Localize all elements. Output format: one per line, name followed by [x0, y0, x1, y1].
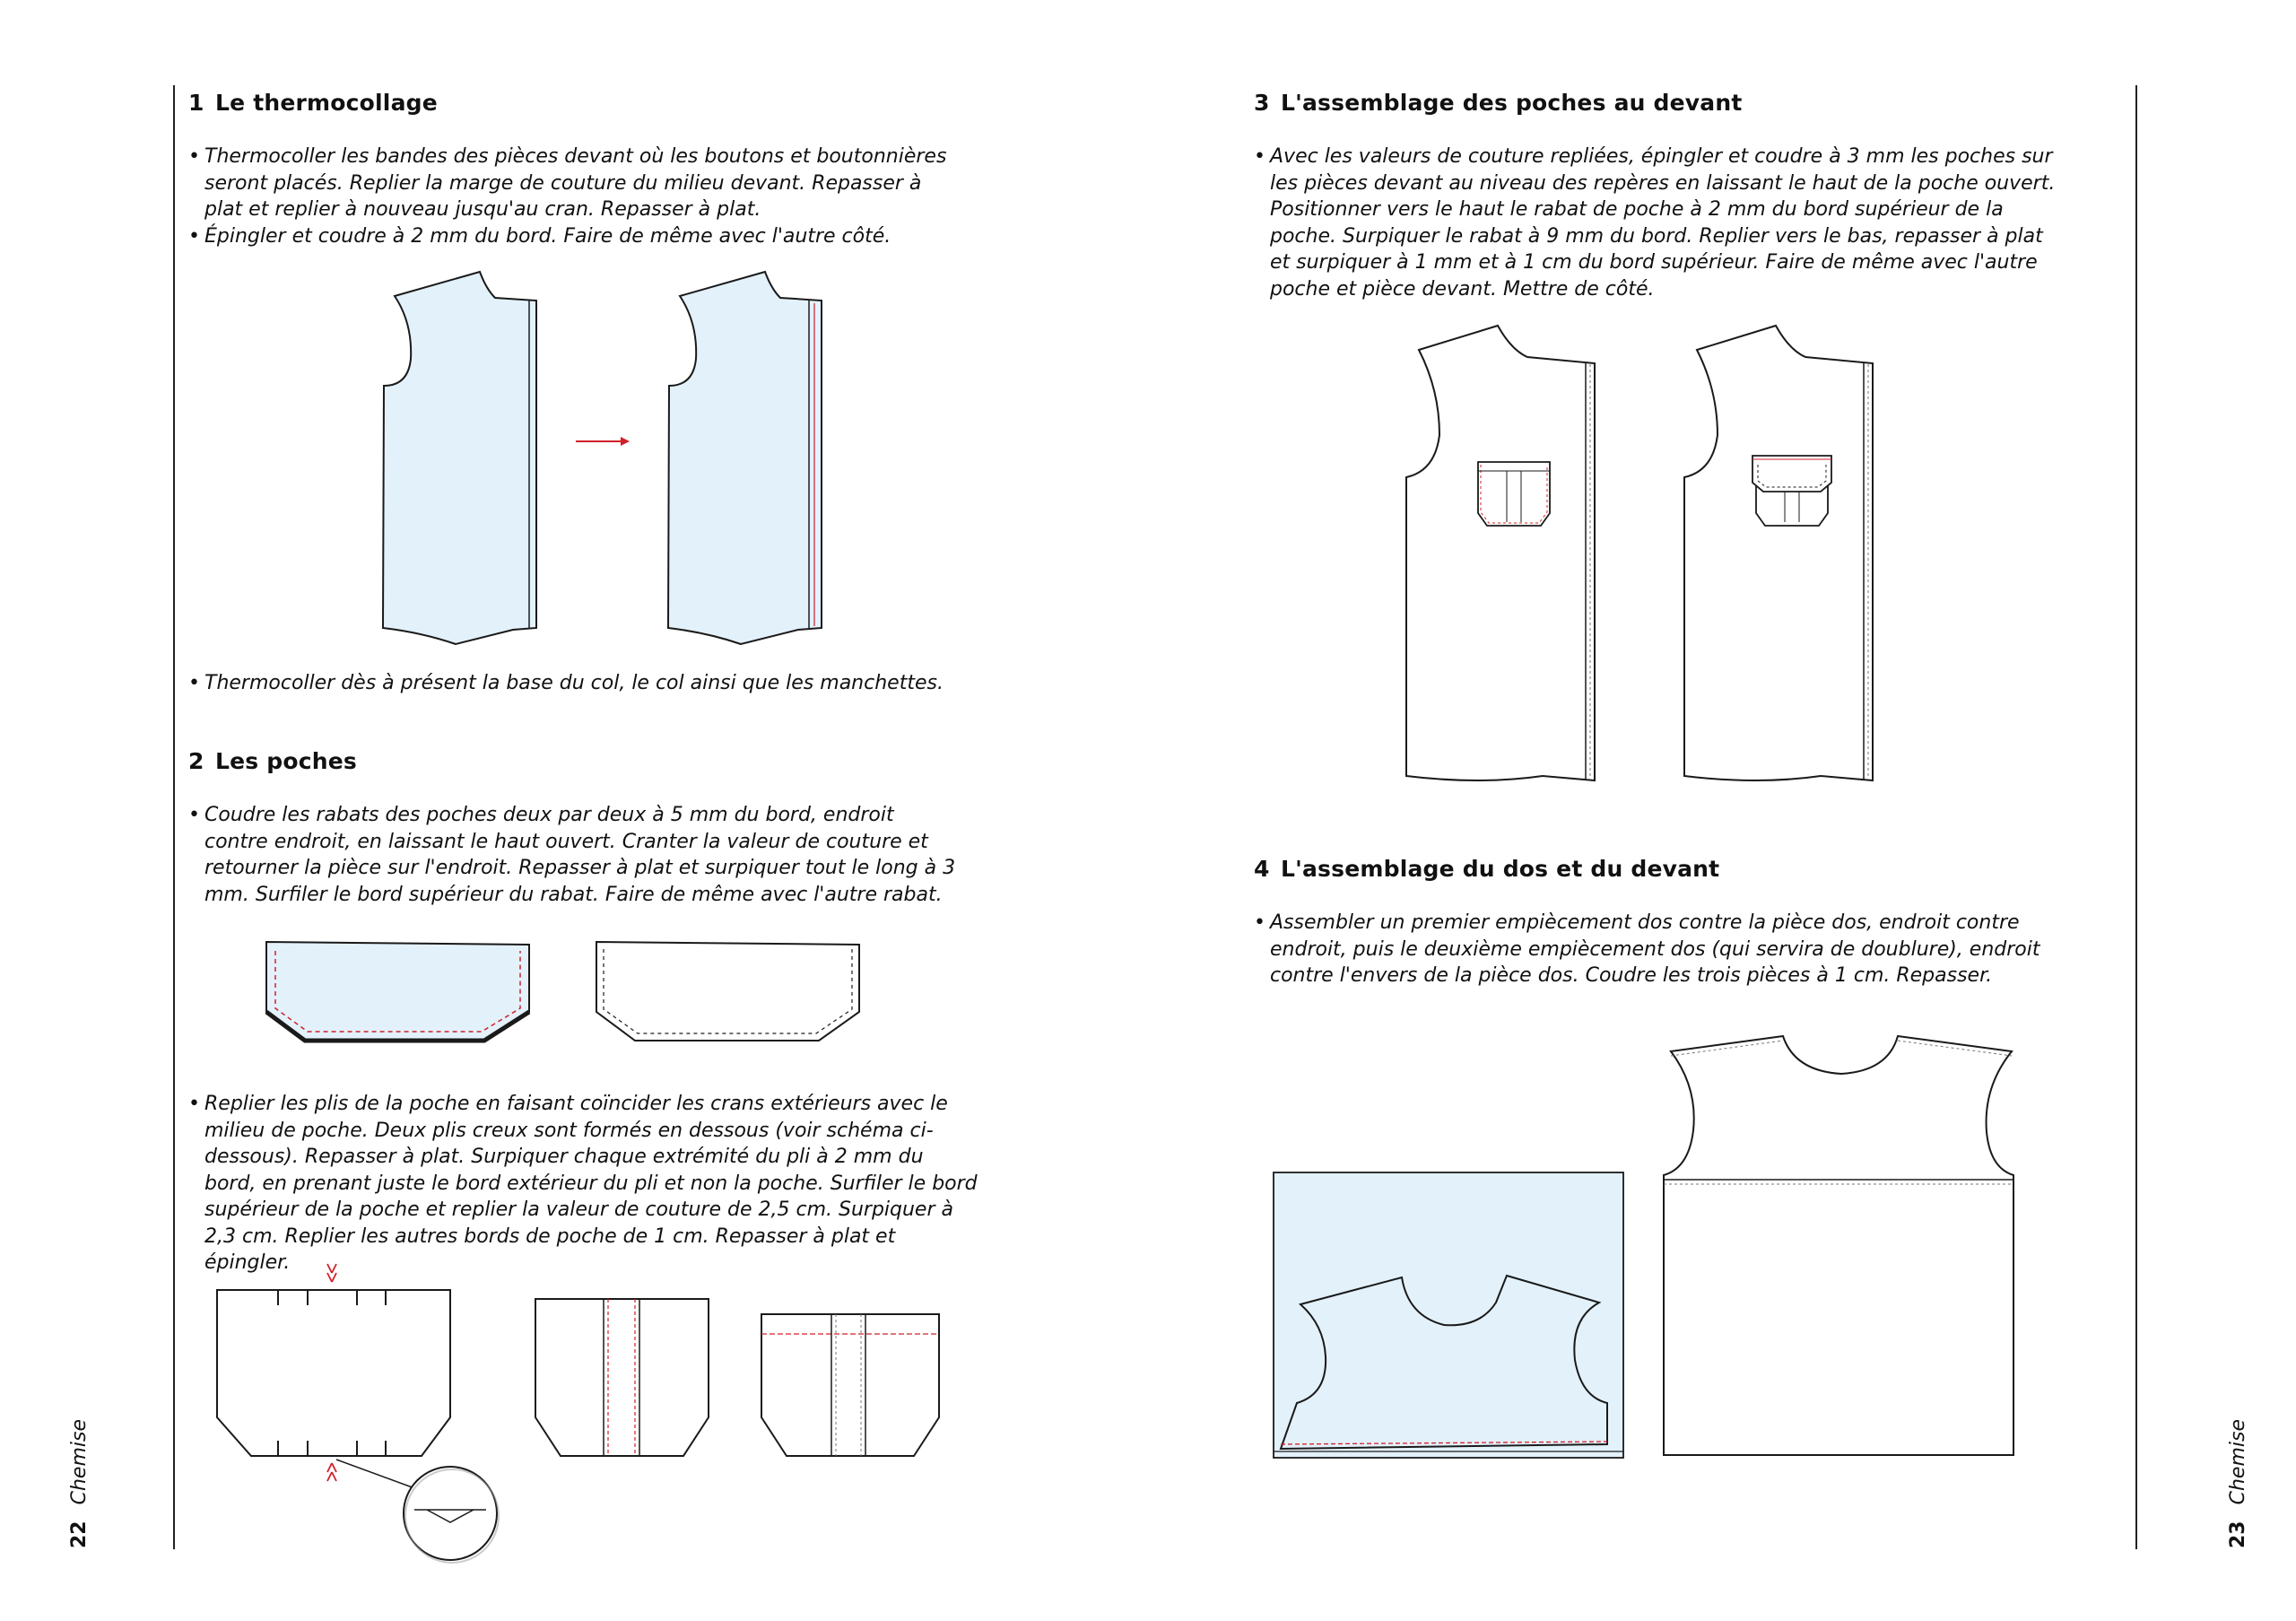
pocket: [1478, 462, 1550, 526]
section-title: L'assemblage du dos et du devant: [1281, 856, 1720, 882]
list-item: • Coudre les rabats des poches deux par deux à 5 mm du bord, endroit contre endroit, en laissant le haut ouvert. Cranter la valeur de couture et retourner la pièce sur l'endroit. Repasser à plat et surpiquer tout le long à 3 mm. Surfiler le bord supérieur du rabat. Faire de même avec l'autre rabat.: [188, 802, 960, 908]
flap-inside-out: [266, 942, 529, 1041]
pocket-flap: [1752, 456, 1831, 492]
section-heading-1: [188, 90, 438, 116]
section-title: Les poches: [215, 748, 357, 774]
figure-front-thermocollage: [377, 269, 825, 646]
section-heading-4: [1254, 856, 1719, 882]
right-running-footer: [2227, 1419, 2249, 1548]
running-title-left: Chemise: [68, 1418, 91, 1505]
detail-magnifier: [404, 1467, 499, 1563]
section-1-text: [188, 144, 951, 249]
front-with-pocket: [1406, 326, 1595, 780]
back-piece-with-yoke: [1274, 1172, 1623, 1458]
list-item: • Épingler et coudre à 2 mm du bord. Faire de même avec l'autre côté.: [188, 223, 951, 250]
figure-back-yoke-assembly: [1272, 1033, 2007, 1464]
pocket-pressed: [761, 1314, 939, 1456]
front-with-pocket-and-flap: [1684, 326, 1873, 780]
left-running-footer: [68, 1419, 91, 1548]
page-number-left: 22: [68, 1521, 91, 1548]
flap-turned: [596, 942, 859, 1041]
figure-pockets-on-front: [1399, 323, 1901, 789]
section-4-text: [1254, 910, 2061, 989]
list-item: • Replier les plis de la poche en faisant coïncider les crans extérieurs avec le milieu de poche. Deux plis creux sont formés en dessous (voir schéma ci-dessous). Repasser à plat. Surpiquer chaque extrémité du pli à 2 mm du bord, en prenant juste le bord extérieur du pli et non la poche. Surfiler le bord supérieur de la poche et replier la valeur de couture de 2,5 cm. Surpiquer à 2,3 cm. Replier les autres bords de poche de 1 cm. Repasser à plat et épingler.: [188, 1091, 978, 1277]
right-page-rule: [2135, 85, 2137, 1549]
list-item: • Avec les valeurs de couture repliées, épingler et coudre à 3 mm les poches sur les pièces devant au niveau des repères en laissant le haut de la poche ouvert. Positionner vers le haut le rabat de poche à 2 mm du bord supérieur de la poche. Surpiquer le rabat à 9 mm du bord. Replier vers le bas, repasser à plat et surpiquer à 1 mm et à 1 cm du bord supérieur. Faire de même avec l'autre poche et pièce devant. Mettre de côté.: [1254, 144, 2061, 302]
list-item: • Thermocoller dès à présent la base du col, le col ainsi que les manchettes.: [188, 670, 996, 697]
list-item: • Thermocoller les bandes des pièces devant où les boutons et boutonnières seront placés. Replier la marge de couture du milieu devant. Repasser à plat et replier à nouveau jusqu'au cran. Repasser à plat.: [188, 144, 951, 223]
section-number: 4: [1254, 856, 1270, 882]
section-heading-2: [188, 748, 357, 774]
section-3-text: [1254, 144, 2061, 302]
front-piece-after: [668, 272, 822, 644]
figure-pocket-flaps: [265, 940, 874, 1048]
red-fold-arrows-bottom: [327, 1463, 336, 1481]
running-title-right: Chemise: [2227, 1418, 2249, 1505]
section-title: L'assemblage des poches au devant: [1281, 90, 1743, 116]
section-1-after-text: [188, 670, 996, 697]
front-piece-before: [383, 272, 536, 644]
left-page-rule: [173, 85, 175, 1549]
section-number: 1: [188, 90, 204, 116]
red-arrow: [576, 437, 630, 446]
list-item: • Assembler un premier empiècement dos contre la pièce dos, endroit contre endroit, puis le deuxième empiècement dos (qui servira de doublure), endroit contre l'envers de la pièce dos. Coudre les trois pièces à 1 cm. Repasser.: [1254, 910, 2061, 989]
section-2-text: [188, 802, 960, 908]
back-piece-assembled: [1664, 1036, 2013, 1455]
section-2-text-2: [188, 1091, 978, 1277]
section-number: 2: [188, 748, 204, 774]
section-number: 3: [1254, 90, 1270, 116]
page-number-right: 23: [2227, 1521, 2249, 1548]
pocket-flat: [217, 1264, 499, 1563]
red-fold-arrows-top: [327, 1264, 336, 1282]
section-heading-3: [1254, 90, 1743, 116]
figure-pocket-pleats: [215, 1260, 942, 1552]
section-title: Le thermocollage: [215, 90, 438, 116]
pocket-pleated-back: [535, 1299, 709, 1456]
